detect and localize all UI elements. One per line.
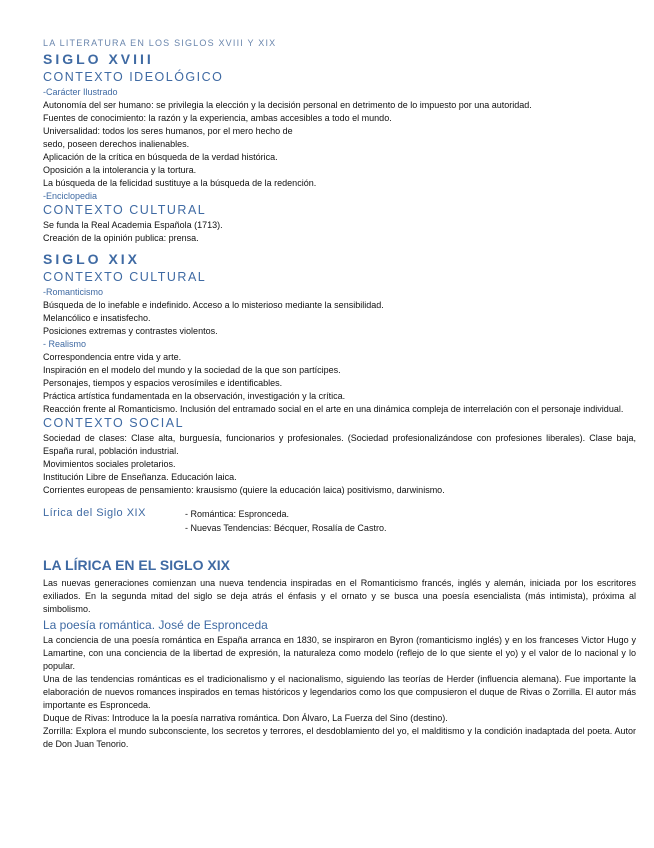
paragraph: Zorrilla: Explora el mundo subconsciente, los secretos y terrores, el desdoblamiento del yo, el malditismo y la condición inadaptada del poeta. Autor de Don Juan Tenorio. (43, 726, 636, 749)
caracter-ilustrado-label: -Carácter Ilustrado (43, 87, 118, 97)
paragraph: La conciencia de una poesía romántica en España arranca en 1830, se inspiraron en Byron (romanticismo inglés) y en los franceses Victor Hugo y Lamartine, con una conciencia de la libertad de expresión, la naturaleza como modelo (reflejo de lo que siente el yo) y el valor de lo nacional y lo popular. (43, 635, 636, 671)
romanticismo-label: -Romanticismo (43, 287, 104, 297)
text-line: Práctica artística fundamentada en la observación, investigación y la crítica. (43, 391, 346, 401)
poesia-romantica-heading: La poesía romántica. José de Espronceda (43, 618, 268, 632)
contexto-social-heading: CONTEXTO SOCIAL (43, 416, 185, 430)
lirica-section-title: LA LÍRICA EN EL SIGLO XIX (43, 557, 230, 573)
text-line: Reacción frente al Romanticismo. Inclusión del entramado social en el arte en una dinámica compleja de interrelación con el personaje individual. (43, 404, 624, 414)
contexto-cultural-heading: CONTEXTO CULTURAL (43, 203, 207, 217)
lirica-summary (43, 507, 636, 535)
text-line: Búsqueda de lo inefable e indefinido. Acceso a lo misterioso mediante la sensibilidad. (43, 300, 384, 310)
text-line: Inspiración en el modelo del mundo y la sociedad de la que son partícipes. (43, 365, 341, 375)
lirica-summary-label: Lírica del Siglo XIX (43, 507, 146, 519)
siglo-xix-title: SIGLO XIX (43, 251, 141, 267)
summary-item: - Romántica: Espronceda. (185, 509, 290, 519)
text-line: Fuentes de conocimiento: la razón y la experiencia, ambas accesibles a todo el mundo. (43, 113, 392, 123)
text-line: Personajes, tiempos y espacios verosímiles e identificables. (43, 378, 283, 388)
lirica-summary-items (185, 507, 386, 535)
text-line: Movimientos sociales proletarios. (43, 459, 176, 469)
contexto-ideologico-heading: CONTEXTO IDEOLÓGICO (43, 70, 224, 84)
document-header: LA LITERATURA EN LOS SIGLOS XVIII Y XIX (43, 38, 277, 48)
text-line: La búsqueda de la felicidad sustituye a la búsqueda de la redención. (43, 178, 317, 188)
text-line: Melancólico e insatisfecho. (43, 313, 151, 323)
text-line: Correspondencia entre vida y arte. (43, 352, 182, 362)
siglo-xviii-title: SIGLO XVIII (43, 51, 154, 67)
paragraph: Duque de Rivas: Introduce la la poesía narrativa romántica. Don Álvaro, La Fuerza del Sino (destino). (43, 713, 448, 723)
contexto-cultural-xix-heading: CONTEXTO CULTURAL (43, 270, 207, 284)
paragraph: Una de las tendencias románticas es el tradicionalismo y el nacionalismo, siguiendo las teorías de Herder (influencia alemana). Fue importante la elaboración de nuevos romances inspirados en temas históricos y legendarios como los que compusieron el duque de Rivas o Zorrilla. El autor más importante es Espronceda. (43, 674, 636, 710)
text-line: sedo, poseen derechos inalienables. (43, 139, 190, 149)
realismo-label: - Realismo (43, 339, 87, 349)
text-line: Universalidad: todos los seres humanos, por el mero hecho de (43, 126, 293, 136)
text-line: Autonomía del ser humano: se privilegia la elección y la decisión personal en detrimento de lo impuesto por una autoridad. (43, 100, 532, 110)
text-line: Aplicación de la crítica en búsqueda de la verdad histórica. (43, 152, 278, 162)
document-page (43, 38, 636, 751)
text-line: Oposición a la intolerancia y la tortura. (43, 165, 197, 175)
enciclopedia-label: -Enciclopedia (43, 191, 98, 201)
text-line: Sociedad de clases: Clase alta, burguesía, funcionarios y profesionales. (Sociedad profesionalizándose con profesiones liberales). Clase baja, España rural, población industrial. (43, 433, 636, 456)
summary-item: - Nuevas Tendencias: Bécquer, Rosalía de Castro. (185, 523, 387, 533)
text-line: Corrientes europeas de pensamiento: krausismo (quiere la educación laica) positivismo, darwinismo. (43, 485, 445, 495)
text-line: Posiciones extremas y contrastes violentos. (43, 326, 218, 336)
text-line: Creación de la opinión publica: prensa. (43, 233, 199, 243)
lirica-intro: Las nuevas generaciones comienzan una nueva tendencia inspiradas en el Romanticismo francés, inglés y alemán, iniciada por los escritores exiliados. En la segunda mitad del siglo se deja atrás el énfasis y el ornato y se busca una poesía esencialista (más intimista), próxima al simbolismo. (43, 578, 636, 614)
text-line: Institución Libre de Enseñanza. Educación laica. (43, 472, 237, 482)
text-line: Se funda la Real Academia Española (1713). (43, 220, 223, 230)
